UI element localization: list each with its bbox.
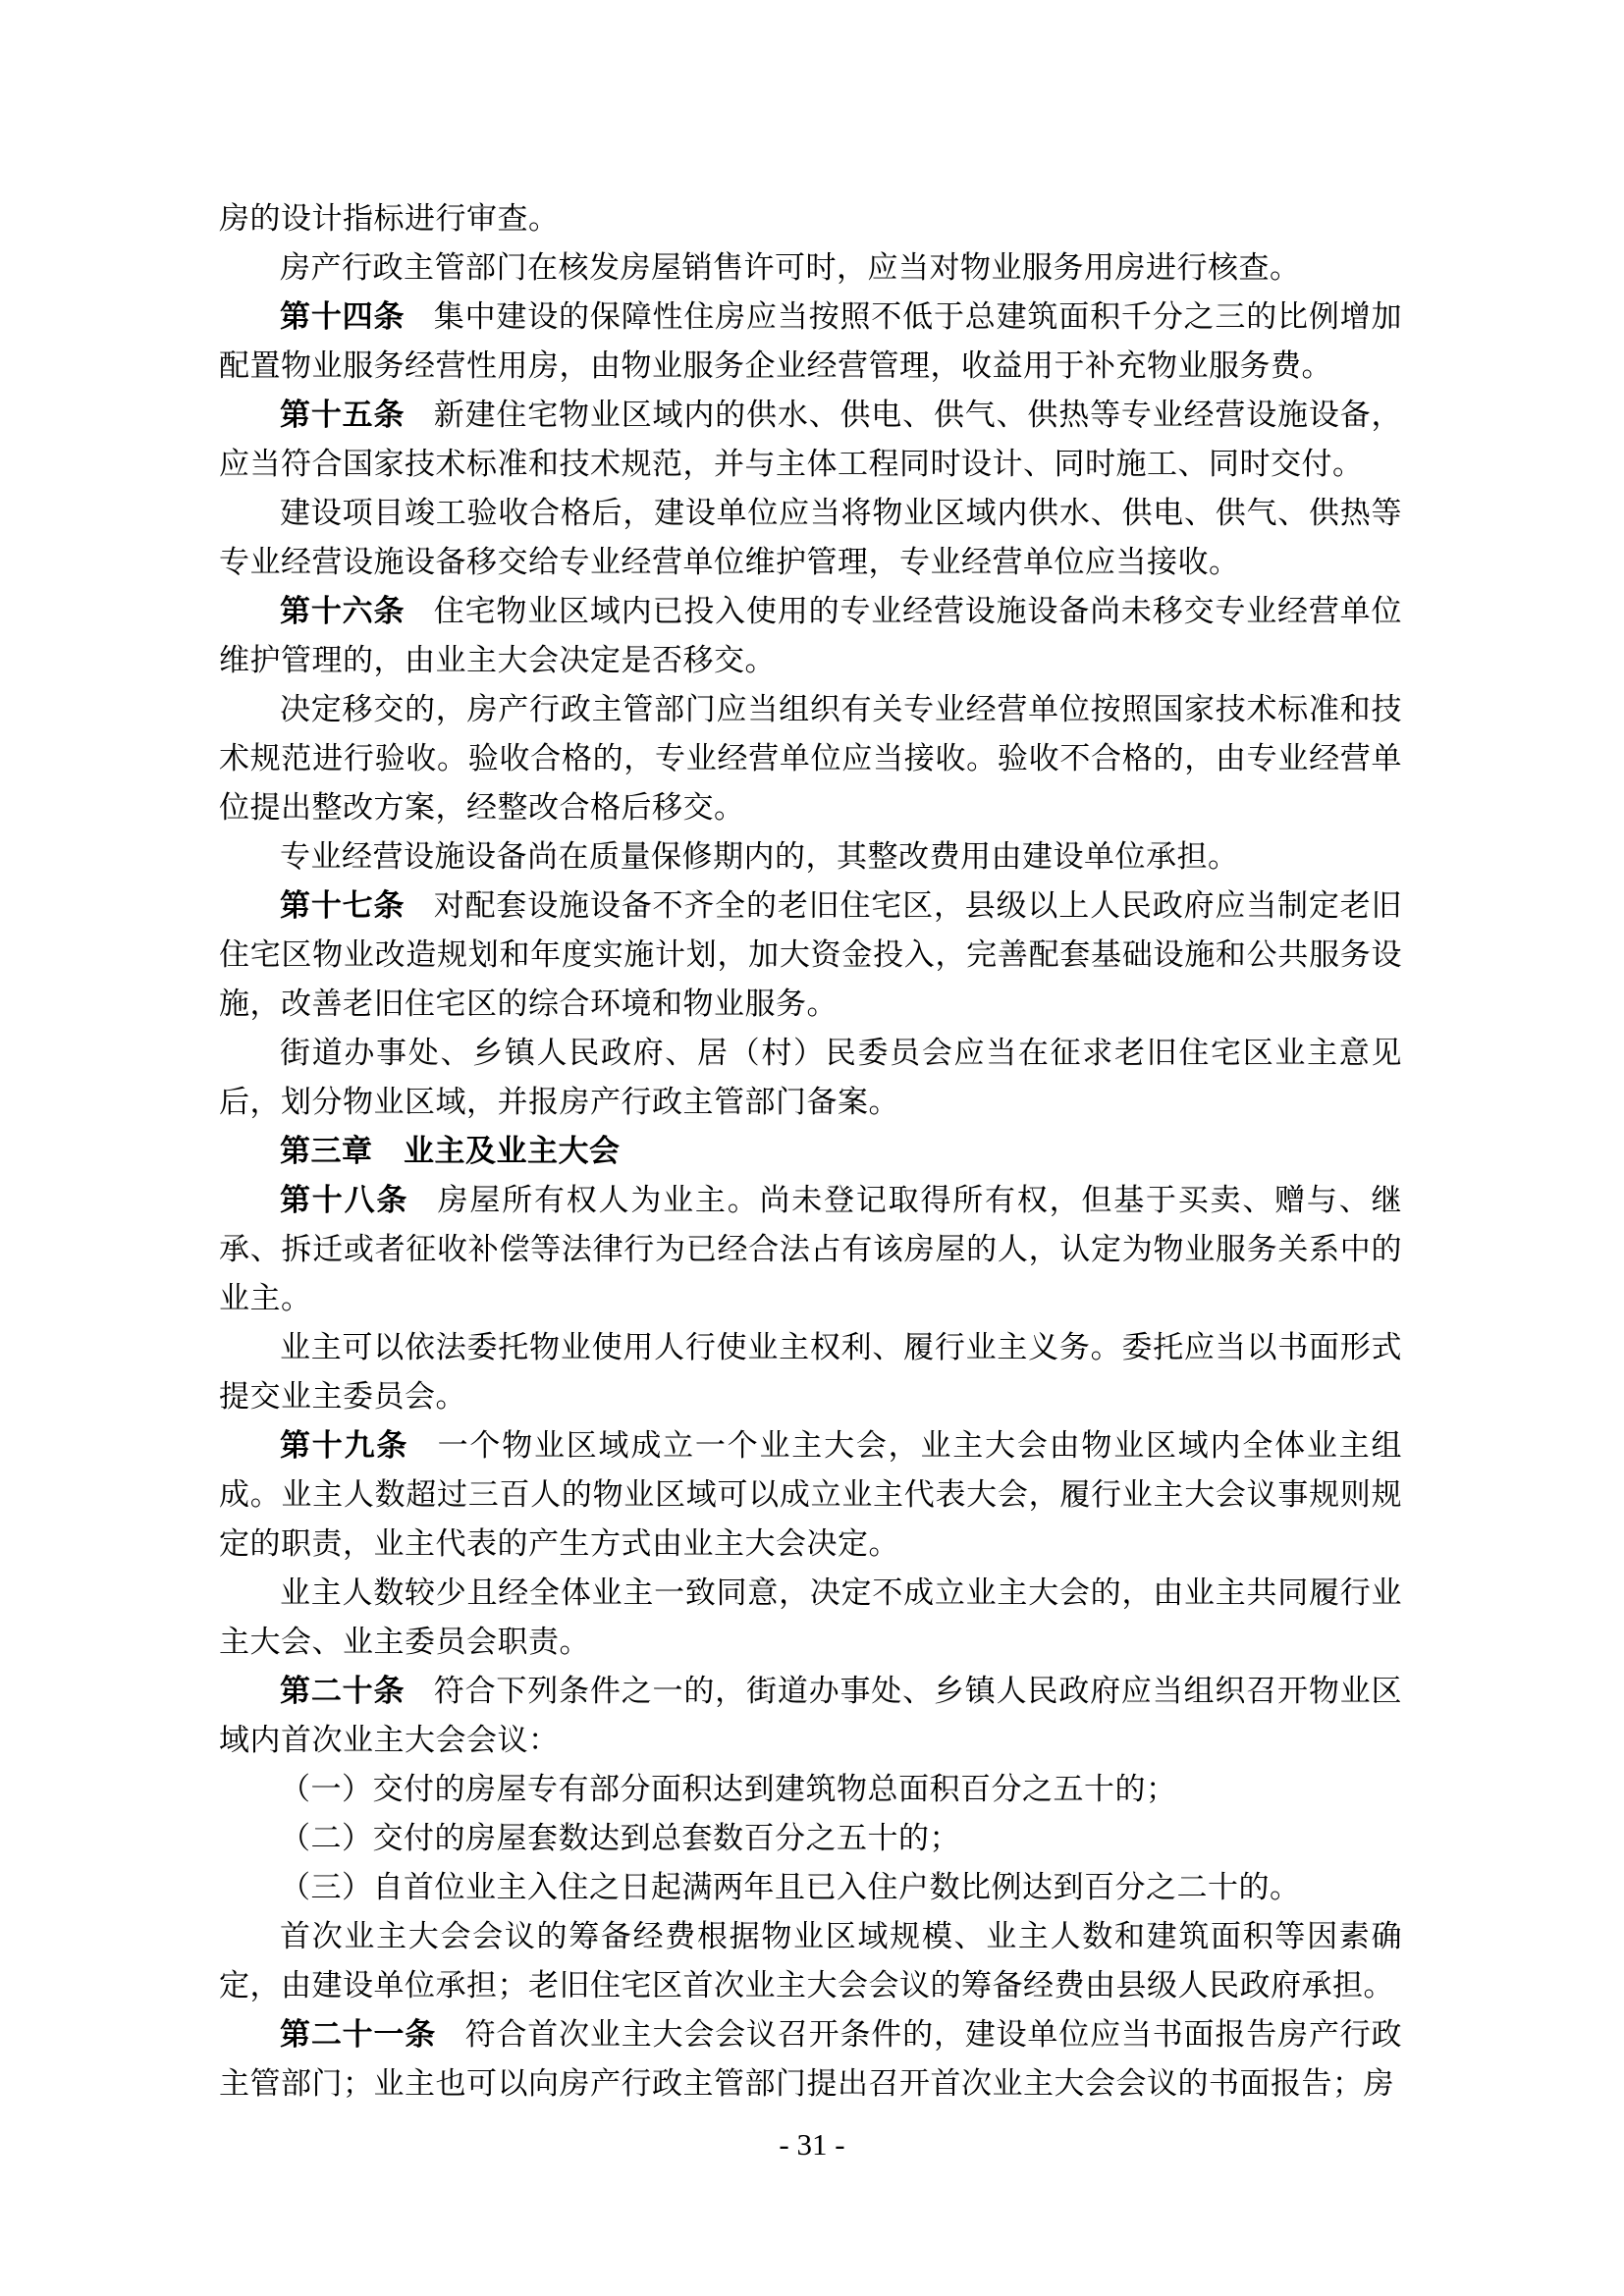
article-number: 第十六条	[280, 594, 406, 628]
paragraph	[219, 1421, 1402, 1569]
paragraph-text: 建设项目竣工验收合格后，建设单位应当将物业区域内供水、供电、供气、供热等专业经营设施设备移交给专业经营单位维护管理，专业经营单位应当接收。	[219, 496, 1402, 579]
paragraph-text: （三）自首位业主入住之日起满两年且已入住户数比例达到百分之二十的。	[280, 1870, 1301, 1904]
paragraph-text: 房的设计指标进行审查。	[219, 201, 560, 236]
paragraph	[219, 2010, 1402, 2109]
article-number: 第十五条	[280, 398, 406, 432]
paragraph-text: 房屋所有权人为业主。尚未登记取得所有权，但基于买卖、赠与、继承、拆迁或者征收补偿等法律行为已经合法占有该房屋的人，认定为物业服务关系中的业主。	[219, 1183, 1403, 1315]
paragraph-text: 一个物业区域成立一个业主大会，业主大会由物业区域内全体业主组成。业主人数超过三百人的物业区域可以成立业主代表大会，履行业主大会议事规则规定的职责，业主代表的产生方式由业主大会决定。	[219, 1428, 1403, 1561]
paragraph-text: 房产行政主管部门在核发房屋销售许可时，应当对物业服务用房进行核查。	[280, 250, 1301, 285]
article-number: 第十九条	[280, 1428, 409, 1463]
chapter-heading: 第三章 业主及业主大会	[280, 1134, 621, 1168]
article-number: 第十四条	[280, 299, 406, 334]
paragraph-text: 符合首次业主大会会议召开条件的，建设单位应当书面报告房产行政主管部门；业主也可以向房产行政主管部门提出召开首次业主大会会议的书面报告；房	[219, 2017, 1403, 2101]
article-number: 第十八条	[280, 1183, 409, 1217]
paragraph	[219, 391, 1402, 489]
paragraph-text: 住宅物业区域内已投入使用的专业经营设施设备尚未移交专业经营单位维护管理的，由业主大会决定是否移交。	[219, 594, 1403, 677]
paragraph-text: 专业经营设施设备尚在质量保修期内的，其整改费用由建设单位承担。	[280, 839, 1239, 874]
page-body-text	[219, 194, 1402, 2109]
paragraph-text: （二）交付的房屋套数达到总套数百分之五十的；	[280, 1821, 960, 1855]
list-item	[219, 1765, 1402, 1814]
paragraph	[219, 243, 1402, 293]
paragraph-text: 集中建设的保障性住房应当按照不低于总建筑面积千分之三的比例增加配置物业服务经营性用房，由物业服务企业经营管理，收益用于补充物业服务费。	[219, 299, 1403, 383]
article-number: 第二十条	[280, 1674, 406, 1708]
paragraph	[219, 293, 1402, 391]
paragraph-text: 业主人数较少且经全体业主一致同意，决定不成立业主大会的，由业主共同履行业主大会、业主委员会职责。	[219, 1575, 1402, 1659]
list-item	[219, 1863, 1402, 1912]
paragraph	[219, 1569, 1402, 1667]
article-number: 第二十一条	[280, 2017, 437, 2052]
paragraph-text: 街道办事处、乡镇人民政府、居（村）民委员会应当在征求老旧住宅区业主意见后，划分物业区域，并报房产行政主管部门备案。	[219, 1036, 1402, 1119]
paragraph	[219, 1176, 1402, 1323]
paragraph	[219, 1912, 1402, 2010]
paragraph-text: 对配套设施设备不齐全的老旧住宅区，县级以上人民政府应当制定老旧住宅区物业改造规划和年度实施计划，加大资金投入，完善配套基础设施和公共服务设施，改善老旧住宅区的综合环境和物业服务。	[219, 888, 1403, 1021]
paragraph-text: 符合下列条件之一的，街道办事处、乡镇人民政府应当组织召开物业区域内首次业主大会会议：	[219, 1674, 1403, 1757]
paragraph-text: 决定移交的，房产行政主管部门应当组织有关专业经营单位按照国家技术标准和技术规范进行验收。验收合格的，专业经营单位应当接收。验收不合格的，由专业经营单位提出整改方案，经整改合格后移交。	[219, 692, 1402, 825]
paragraph	[219, 587, 1402, 685]
paragraph-text: 新建住宅物业区域内的供水、供电、供气、供热等专业经营设施设备，应当符合国家技术标准和技术规范，并与主体工程同时设计、同时施工、同时交付。	[219, 398, 1403, 481]
paragraph	[219, 1667, 1402, 1765]
paragraph	[219, 685, 1402, 832]
paragraph	[219, 489, 1402, 587]
list-item	[219, 1814, 1402, 1863]
paragraph-text: 业主可以依法委托物业使用人行使业主权利、履行业主义务。委托应当以书面形式提交业主委员会。	[219, 1330, 1402, 1414]
paragraph-text: （一）交付的房屋专有部分面积达到建筑物总面积百分之五十的；	[280, 1772, 1177, 1806]
paragraph	[219, 881, 1402, 1029]
page-number: - 31 -	[779, 2127, 845, 2162]
paragraph	[219, 1029, 1402, 1127]
paragraph	[219, 832, 1402, 881]
paragraph	[219, 194, 1402, 243]
article-number: 第十七条	[280, 888, 406, 923]
paragraph-text: 首次业主大会会议的筹备经费根据物业区域规模、业主人数和建筑面积等因素确定，由建设单位承担；老旧住宅区首次业主大会会议的筹备经费由县级人民政府承担。	[219, 1919, 1402, 2002]
paragraph	[219, 1323, 1402, 1421]
